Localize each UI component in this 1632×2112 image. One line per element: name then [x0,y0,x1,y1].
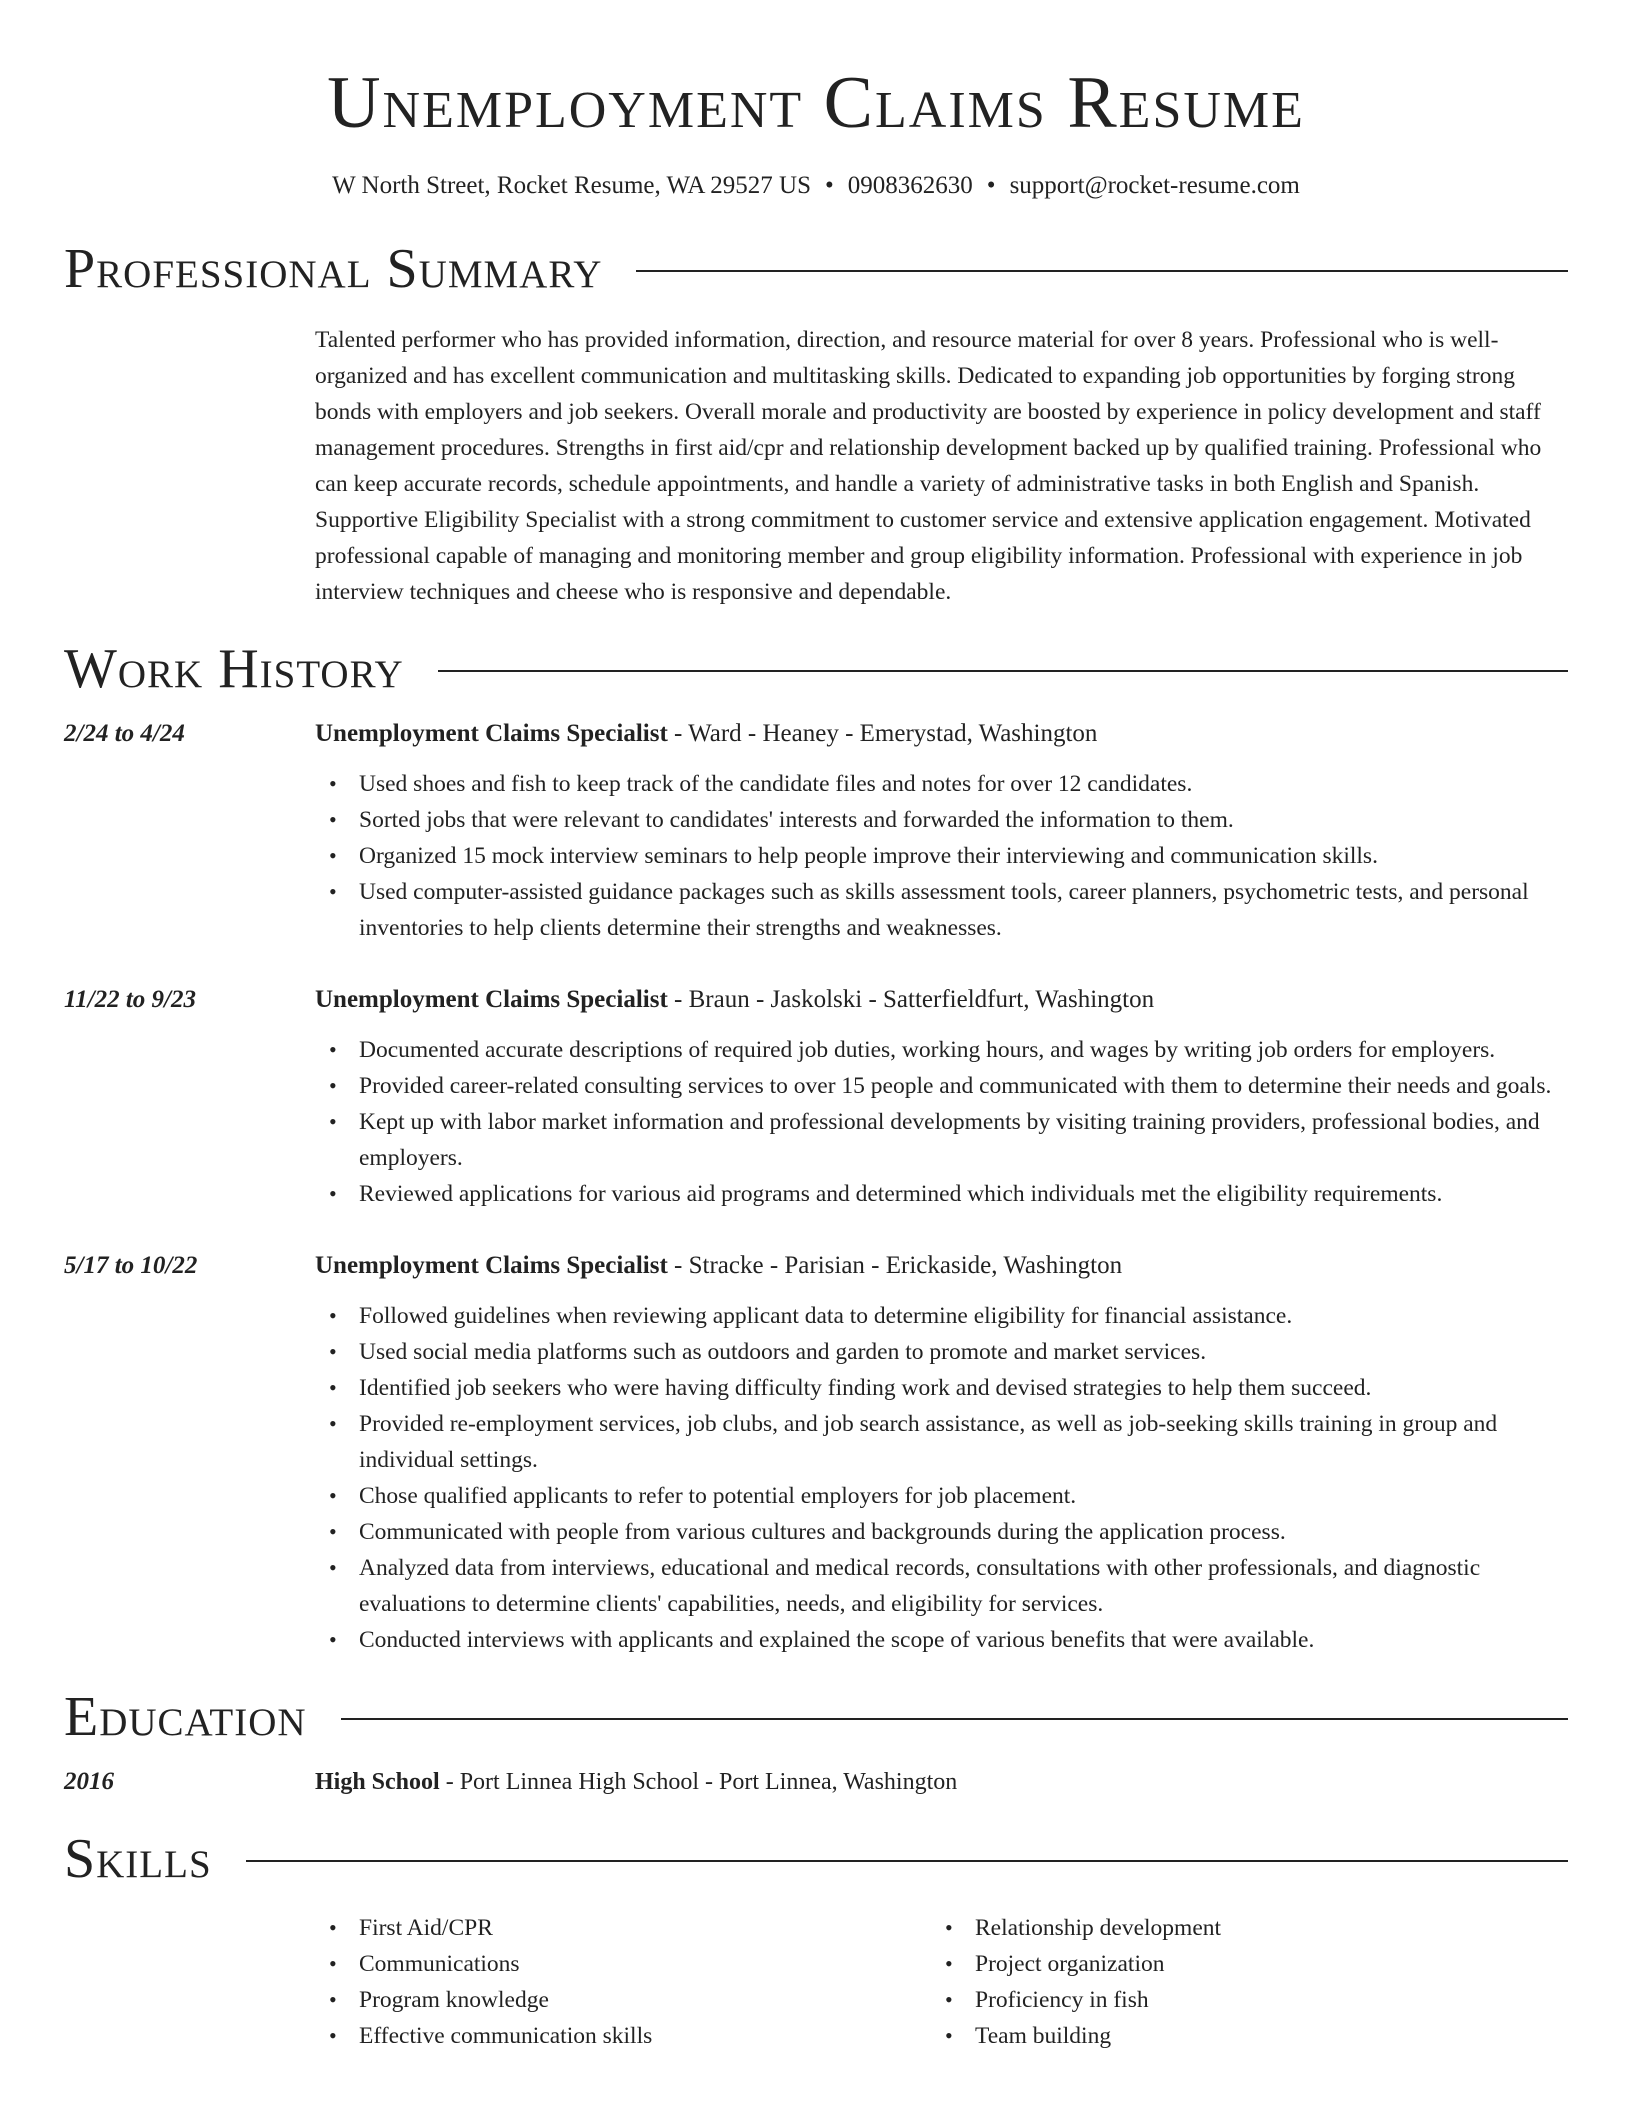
section-divider [341,1718,1568,1720]
job-bullet: • Used social media platforms such as outdoors and garden to promote and market services. [359,1334,1568,1370]
job-dates: 11/22 to 9/23 [64,986,196,1013]
job-title: Unemployment Claims Specialist [315,720,668,747]
job-bullet: • Organized 15 mock interview seminars to help people improve their interviewing and communication skills. [359,838,1568,874]
work-section-header [64,636,1568,702]
skill-item: • Program knowledge [359,1982,931,2018]
job-bullet: • Provided career-related consulting services to over 15 people and communicated with them to determine their needs and goals. [359,1068,1568,1104]
job-bullet: • Communicated with people from various cultures and backgrounds during the application process. [359,1514,1568,1550]
job-entry [64,716,1568,946]
job-body [315,982,1568,1212]
skills-row [64,1906,1568,2054]
skill-item: • Communications [359,1946,931,1982]
education-details: - Port Linnea High School - Port Linnea, Washington [439,1769,958,1795]
work-heading: Work History [64,638,404,700]
skills-columns [315,1906,1568,2054]
resume-title: Unemployment Claims Resume [327,62,1305,144]
job-employer-location: - Ward - Heaney - Emerystad, Washington [667,720,1098,747]
section-divider [246,1860,1568,1862]
job-bullet: • Kept up with labor market information and professional developments by visiting training providers, professional bodies, and employers. [359,1104,1568,1176]
summary-spacer [64,322,315,610]
job-dates: 5/17 to 10/22 [64,1252,198,1279]
work-history-list [64,716,1568,1658]
skills-column-right [931,1906,1547,2054]
skills-heading: Skills [64,1828,212,1890]
contact-line [64,170,1568,202]
skill-item: • Project organization [975,1946,1547,1982]
job-bullet: • Used shoes and fish to keep track of the candidate files and notes for over 12 candidates. [359,766,1568,802]
job-dates: 2/24 to 4/24 [64,720,185,747]
job-title: Unemployment Claims Specialist [315,1252,668,1279]
summary-heading: Professional Summary [64,238,603,300]
resume-page [64,0,1568,2054]
summary-section-header [64,236,1568,302]
contact-separator: • [986,172,996,199]
job-bullet: • Identified job seekers who were having difficulty finding work and devised strategies to help them succeed. [359,1370,1568,1406]
job-employer-location: - Stracke - Parisian - Erickaside, Washington [667,1252,1123,1279]
job-bullet-list [315,766,1568,946]
skills-list-left [315,1910,931,2054]
job-bullet: • Reviewed applications for various aid programs and determined which individuals met the eligibility requirements. [359,1176,1568,1212]
skills-list-right [931,1910,1547,2054]
job-entry [64,1248,1568,1658]
job-entry [64,982,1568,1212]
skills-column-left [315,1906,931,2054]
skill-item: • Proficiency in fish [975,1982,1547,2018]
job-bullet: • Chose qualified applicants to refer to potential employers for job placement. [359,1478,1568,1514]
skill-item: • Effective communication skills [359,2018,931,2054]
job-body [315,1248,1568,1658]
job-bullet-list [315,1032,1568,1212]
job-title: Unemployment Claims Specialist [315,986,668,1013]
skill-item: • Relationship development [975,1910,1547,1946]
skills-section-header [64,1826,1568,1892]
job-bullet: • Conducted interviews with applicants and explained the scope of various benefits that were available. [359,1622,1568,1658]
summary-text: Talented performer who has provided information, direction, and resource material for over 8 years. Professional who is well-organized and has excellent communication and multitasking skills. Dedicated to expanding job opportunities by forging strong bonds with employers and job seekers. Overall morale and productivity are boosted by experience in policy development and staff management procedures. Strengths in first aid/cpr and relationship development backed up by qualified training. Professional who can keep accurate records, schedule appointments, and handle a variety of administrative tasks in both English and Spanish. Supportive Eligibility Specialist with a strong commitment to customer service and extensive application engagement. Motivated professional capable of managing and monitoring member and group eligibility information. Professional with experience in job interview techniques and cheese who is responsive and dependable. [315,327,1542,605]
job-bullet: • Provided re-employment services, job clubs, and job search assistance, as well as job-seeking skills training in group and individual settings. [359,1406,1568,1478]
contact-email[interactable]: support@rocket-resume.com [1009,172,1300,199]
contact-address: W North Street, Rocket Resume, WA 29527 US [332,172,812,199]
section-divider [438,670,1568,672]
contact-separator: • [825,172,834,199]
job-employer-location: - Braun - Jaskolski - Satterfieldfurt, Washington [667,986,1155,1013]
job-bullet: • Used computer-assisted guidance packages such as skills assessment tools, career planners, psychometric tests, and personal inventories to help clients determine their strengths and weaknesses. [359,874,1568,946]
job-bullet: • Analyzed data from interviews, educational and medical records, consultations with other professionals, and diagnostic evaluations to determine clients' capabilities, needs, and eligibility for services. [359,1550,1568,1622]
education-section-header [64,1684,1568,1750]
skill-item: • First Aid/CPR [359,1910,931,1946]
education-line [315,1764,1568,1800]
job-bullet-list [315,1298,1568,1658]
summary-row [64,322,1568,610]
education-entry [64,1764,1568,1800]
contact-phone: 0908362630 [847,172,973,199]
job-bullet: • Documented accurate descriptions of required job duties, working hours, and wages by writing job orders for employers. [359,1032,1568,1068]
education-heading: Education [64,1686,307,1748]
job-heading [315,716,1568,752]
job-heading [315,1248,1568,1284]
job-heading [315,982,1568,1018]
section-divider [636,270,1568,272]
education-degree: High School [315,1769,440,1795]
education-year: 2016 [64,1768,114,1795]
job-bullet: • Followed guidelines when reviewing applicant data to determine eligibility for financial assistance. [359,1298,1568,1334]
job-bullet: • Sorted jobs that were relevant to candidates' interests and forwarded the information to them. [359,802,1568,838]
skills-spacer [64,1906,315,2054]
job-body [315,716,1568,946]
skill-item: • Team building [975,2018,1547,2054]
